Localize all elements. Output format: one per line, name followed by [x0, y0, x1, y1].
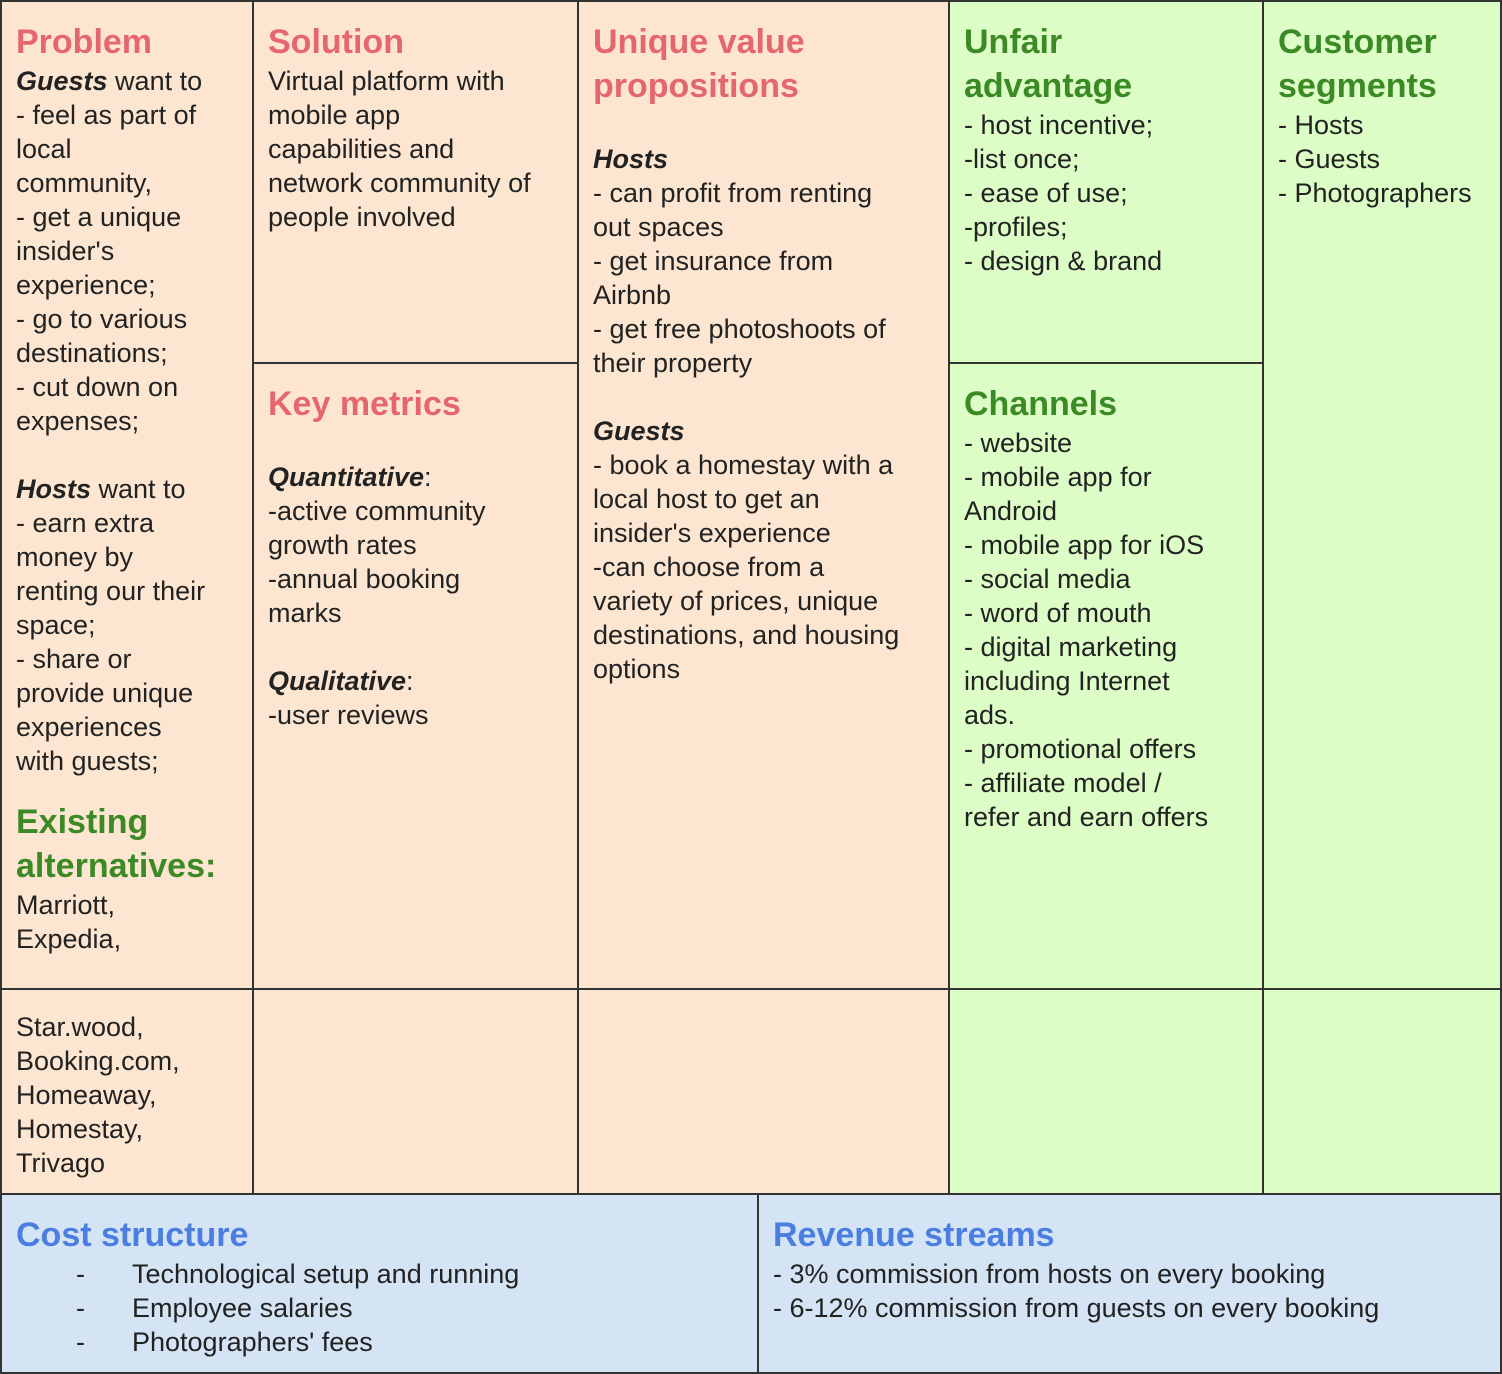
list-line: their property — [593, 348, 753, 378]
list-line — [593, 414, 934, 448]
list-line: - Photographers — [1278, 178, 1472, 208]
list-line: -profiles; — [964, 212, 1068, 242]
list-line: - mobile app for iOS — [964, 530, 1205, 560]
list-line: - promotional offers — [964, 734, 1197, 764]
list-line: - get a unique — [16, 202, 182, 232]
list-line: community, — [16, 168, 153, 198]
list-line: people involved — [268, 202, 456, 232]
list-line: -list once; — [964, 144, 1080, 174]
problem-title: Problem — [16, 23, 153, 61]
emphasis-label: Qualitative — [268, 666, 407, 696]
list-line: destinations; — [16, 338, 168, 368]
list-line — [16, 438, 238, 472]
cost-item — [16, 1325, 743, 1359]
list-line: -active community — [268, 496, 486, 526]
solution-title: Solution — [268, 23, 404, 61]
emphasis-label: Quantitative — [268, 462, 425, 492]
list-line — [268, 460, 563, 494]
cost-item — [16, 1257, 743, 1291]
unfair-advantage-title-line: Unfair — [964, 23, 1063, 61]
bullet-dash: - — [76, 1259, 85, 1289]
empty-cell — [1262, 988, 1502, 1195]
existing-alternatives-title — [16, 800, 238, 888]
list-line: - mobile app for — [964, 462, 1152, 492]
channels-section — [948, 362, 1264, 990]
cost-structure-list — [16, 1257, 743, 1359]
list-line: - get free photoshoots of — [593, 314, 886, 344]
list-line: -annual booking — [268, 564, 461, 594]
list-line: space; — [16, 610, 96, 640]
existing-alternatives-continued — [0, 988, 254, 1195]
list-line: mobile app — [268, 100, 401, 130]
list-line: insider's — [16, 236, 115, 266]
cost-item — [16, 1291, 743, 1325]
cost-item-text: Technological setup and running — [132, 1259, 520, 1289]
customer-segments-title — [1278, 20, 1486, 108]
solution-list — [268, 64, 563, 234]
list-line: including Internet — [964, 666, 1170, 696]
list-line: money by — [16, 542, 134, 572]
list-line: Virtual platform with — [268, 66, 505, 96]
list-line — [593, 380, 934, 414]
empty-cell — [252, 988, 579, 1195]
cost-item-text: Photographers' fees — [132, 1327, 373, 1357]
list-line: capabilities and — [268, 134, 455, 164]
revenue-streams-section — [757, 1193, 1502, 1374]
existing-alternatives-list-continued — [16, 1010, 238, 1180]
customer-segments-title-line: Customer — [1278, 23, 1437, 61]
list-line: - earn extra — [16, 508, 155, 538]
key-metrics-section — [252, 362, 579, 990]
list-line — [268, 630, 563, 664]
line-text: want to — [91, 474, 186, 504]
list-line: refer and earn offers — [964, 802, 1209, 832]
list-line: - 3% commission from hosts on every booking — [773, 1259, 1326, 1289]
list-line: - website — [964, 428, 1073, 458]
channels-title: Channels — [964, 385, 1118, 423]
uvp-list — [593, 108, 934, 686]
key-metrics-title: Key metrics — [268, 385, 461, 423]
existing-alternatives-title-line: Existing — [16, 803, 149, 841]
list-line: - 6-12% commission from guests on every booking — [773, 1293, 1380, 1323]
unfair-advantage-title — [964, 20, 1248, 108]
list-line: - get insurance from — [593, 246, 834, 276]
bullet-dash: - — [76, 1293, 85, 1323]
list-line: Android — [964, 496, 1058, 526]
list-line: provide unique — [16, 678, 194, 708]
list-line — [268, 664, 563, 698]
list-line: -user reviews — [268, 700, 429, 730]
emphasis-label: Guests — [593, 416, 685, 446]
list-line: expenses; — [16, 406, 140, 436]
list-line: - social media — [964, 564, 1131, 594]
list-line: Homeaway, — [16, 1080, 157, 1110]
list-line: variety of prices, unique — [593, 586, 879, 616]
list-line: local — [16, 134, 72, 164]
revenue-streams-title: Revenue streams — [773, 1216, 1055, 1254]
customer-segments-title-line: segments — [1278, 67, 1437, 105]
list-line: Marriott, — [16, 890, 116, 920]
list-line: local host to get an — [593, 484, 820, 514]
list-line: growth rates — [268, 530, 417, 560]
list-line: - cut down on — [16, 372, 179, 402]
list-line: experiences — [16, 712, 162, 742]
cost-structure-section — [0, 1193, 759, 1374]
unfair-advantage-list — [964, 108, 1248, 278]
key-metrics-list — [268, 426, 563, 732]
list-line: renting our their — [16, 576, 206, 606]
unfair-advantage-section — [948, 0, 1264, 364]
list-line: ads. — [964, 700, 1016, 730]
list-line: out spaces — [593, 212, 724, 242]
bullet-dash: - — [76, 1327, 85, 1357]
list-line: Homestay, — [16, 1114, 144, 1144]
line-text: want to — [107, 66, 203, 96]
list-line: experience; — [16, 270, 156, 300]
empty-cell — [948, 988, 1264, 1195]
list-line: - word of mouth — [964, 598, 1152, 628]
channels-list — [964, 426, 1248, 834]
list-line: - ease of use; — [964, 178, 1128, 208]
line-text: : — [406, 666, 414, 696]
cost-structure-title: Cost structure — [16, 1216, 249, 1254]
uvp-section — [577, 0, 950, 990]
customer-segments-section — [1262, 0, 1502, 990]
solution-section — [252, 0, 579, 364]
list-line — [593, 142, 934, 176]
empty-cell — [577, 988, 950, 1195]
list-line: with guests; — [16, 746, 159, 776]
list-line: - host incentive; — [964, 110, 1154, 140]
emphasis-label: Guests — [16, 66, 108, 96]
existing-alternatives-title-line: alternatives: — [16, 847, 217, 885]
list-line: - book a homestay with a — [593, 450, 894, 480]
emphasis-label: Hosts — [593, 144, 669, 174]
unfair-advantage-title-line: advantage — [964, 67, 1133, 105]
list-line: - feel as part of — [16, 100, 197, 130]
list-line: Expedia, — [16, 924, 122, 954]
uvp-title — [593, 20, 934, 108]
list-line — [16, 64, 238, 98]
list-line — [16, 472, 238, 506]
list-line: - go to various — [16, 304, 188, 334]
list-line: network community of — [268, 168, 531, 198]
list-line: - affiliate model / — [964, 768, 1162, 798]
list-line: - share or — [16, 644, 132, 674]
list-line: - Guests — [1278, 144, 1381, 174]
list-line — [268, 426, 563, 460]
emphasis-label: Hosts — [16, 474, 92, 504]
line-text: : — [424, 462, 432, 492]
list-line: insider's experience — [593, 518, 831, 548]
list-line: - can profit from renting — [593, 178, 873, 208]
customer-segments-list — [1278, 108, 1486, 210]
list-line: - design & brand — [964, 246, 1163, 276]
list-line: -can choose from a — [593, 552, 825, 582]
list-line: Trivago — [16, 1148, 106, 1178]
list-line: options — [593, 654, 681, 684]
list-line: Star.wood, — [16, 1012, 144, 1042]
problem-list — [16, 64, 238, 778]
revenue-streams-list — [773, 1257, 1486, 1325]
list-line: destinations, and housing — [593, 620, 900, 650]
list-line: marks — [268, 598, 342, 628]
problem-section — [0, 0, 254, 990]
list-line: Booking.com, — [16, 1046, 180, 1076]
existing-alternatives-list — [16, 888, 238, 956]
list-line — [593, 108, 934, 142]
uvp-title-line: Unique value — [593, 23, 805, 61]
list-line: - Hosts — [1278, 110, 1364, 140]
cost-item-text: Employee salaries — [132, 1293, 353, 1323]
list-line: Airbnb — [593, 280, 672, 310]
list-line: - digital marketing — [964, 632, 1178, 662]
uvp-title-line: propositions — [593, 67, 799, 105]
